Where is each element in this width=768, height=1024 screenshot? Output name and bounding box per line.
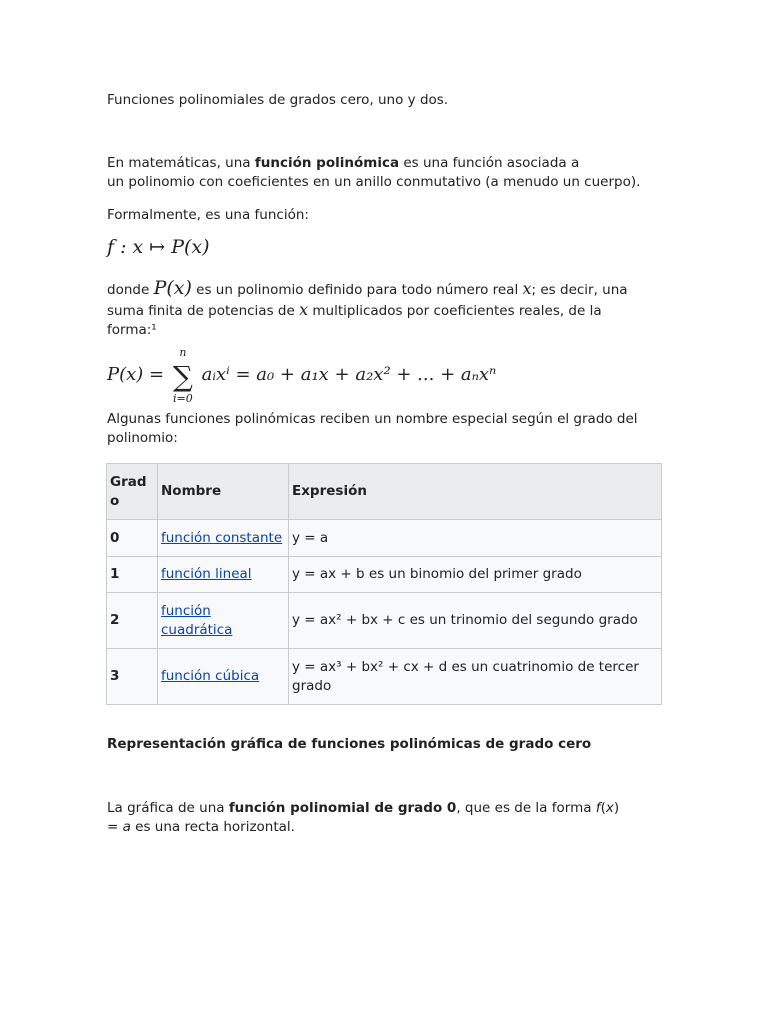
subtitle: Funciones polinomiales de grados cero, uno y dos.: [107, 92, 449, 108]
cell-grado: 0: [107, 520, 158, 557]
intro-bold-term: función polinómica: [254, 155, 400, 171]
intro-text-1: En matemáticas, una: [107, 155, 255, 171]
formula-polynomial: [107, 346, 497, 405]
header-expresion: Expresión: [289, 464, 662, 520]
def-text-4: suma finita de potencias de: [107, 303, 300, 319]
cell-expresion: y = a: [289, 520, 662, 557]
summation-icon: ∑ n i=0: [170, 360, 196, 393]
header-nombre: Nombre: [158, 464, 289, 520]
def-x2: x: [299, 300, 309, 319]
cell-expresion: y = ax² + bx + c es un trinomio del segundo grado: [289, 593, 662, 649]
cell-expresion: y = ax³ + bx² + cx + d es un cuatrinomio de tercer grado: [289, 649, 662, 705]
cell-nombre: [158, 557, 289, 593]
intro-text-2: es una función asociada a: [399, 155, 580, 171]
gc-bold: función polinomial de grado 0: [228, 800, 457, 816]
gc-text-2: , que es de la forma: [456, 800, 596, 816]
gc-x: x: [605, 800, 614, 816]
def-text-6: forma:¹: [107, 322, 157, 338]
link-funcion-constante[interactable]: función constante: [161, 529, 283, 546]
grado-cero-paragraph: [107, 799, 647, 837]
gc-text-1: La gráfica de una: [107, 800, 229, 816]
cell-expresion: y = ax + b es un binomio del primer grado: [289, 557, 662, 593]
intro-paragraph: [107, 154, 687, 192]
header-grado: Grad o: [107, 464, 158, 520]
link-funcion-cubica[interactable]: función cúbica: [161, 668, 260, 684]
definition-paragraph: [107, 279, 667, 340]
table-row: [107, 649, 662, 705]
link-funcion-cuadratica[interactable]: función cuadrática: [161, 602, 233, 638]
formal-paragraph: Formalmente, es una función:: [107, 207, 309, 223]
table-row: [107, 593, 662, 649]
gc-text-3: es una recta horizontal.: [130, 819, 295, 835]
table-row: [107, 520, 662, 557]
section-heading: Representación gráfica de funciones polinómicas de grado cero: [107, 736, 592, 752]
def-text-3: ; es decir, una: [531, 282, 628, 298]
cell-grado: 1: [107, 557, 158, 593]
gc-eq: =: [107, 819, 123, 835]
gc-paren-close: ): [613, 800, 620, 816]
cell-nombre: [158, 593, 289, 649]
cell-grado: 2: [107, 593, 158, 649]
gc-a: a: [122, 819, 131, 835]
intro-text-3: un polinomio con coeficientes en un anillo conmutativo (a menudo un cuerpo).: [107, 174, 641, 190]
link-funcion-lineal[interactable]: función lineal: [161, 566, 252, 582]
def-px: P(x): [153, 277, 192, 299]
names-paragraph: Algunas funciones polinómicas reciben un nombre especial según el grado del polinomio:: [107, 411, 638, 446]
table-row: [107, 557, 662, 593]
cell-nombre: [158, 649, 289, 705]
def-x: x: [522, 279, 532, 298]
formula-rhs: aᵢxⁱ = a₀ + a₁x + a₂x² + ... + aₙxⁿ: [201, 364, 497, 385]
gc-paren-open: (: [600, 800, 606, 816]
formula-lhs: P(x) =: [107, 364, 165, 385]
def-text-1: donde: [107, 282, 154, 298]
gc-f: f: [595, 800, 601, 816]
def-text-2: es un polinomio definido para todo número real: [191, 282, 523, 298]
sum-upper: n: [179, 346, 187, 359]
cell-grado: 3: [107, 649, 158, 705]
formula-map: f : x ↦ P(x): [107, 236, 210, 258]
cell-nombre: [158, 520, 289, 557]
degree-table: [106, 463, 662, 705]
sum-lower: i=0: [172, 392, 193, 405]
table-header-row: [107, 464, 662, 520]
def-text-5: multiplicados por coeficientes reales, de la: [308, 303, 602, 319]
